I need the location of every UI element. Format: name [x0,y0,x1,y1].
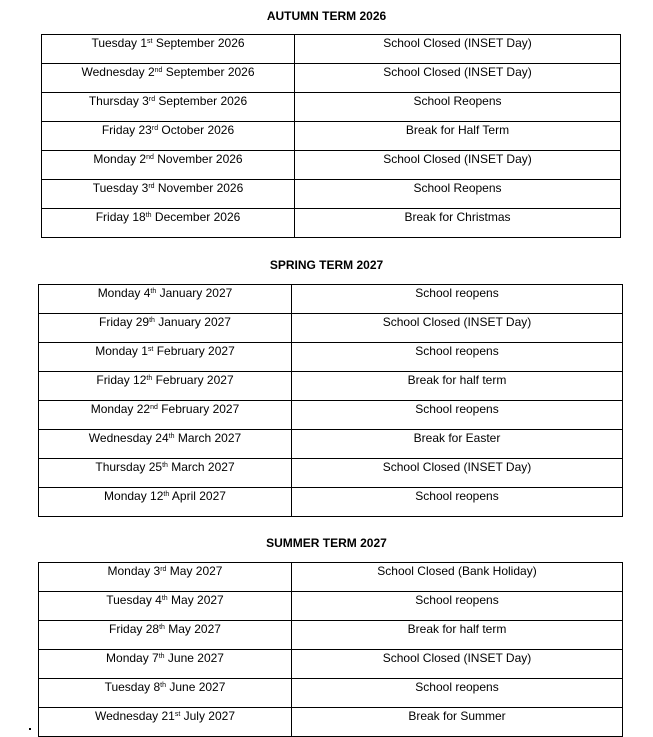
date-cell: Friday 28th May 2027 [39,621,292,650]
date-cell: Monday 7th June 2027 [39,650,292,679]
event-cell: Break for half term [292,372,623,401]
table-row [39,314,623,343]
date-cell: Tuesday 3rd November 2026 [42,180,295,209]
event-cell: School Closed (INSET Day) [295,35,621,64]
event-cell: School reopens [292,488,623,517]
date-cell: Thursday 25th March 2027 [39,459,292,488]
table-row [42,122,621,151]
table-row [39,372,623,401]
date-cell: Friday 23rd October 2026 [42,122,295,151]
table-row [39,563,623,592]
date-cell: Monday 22nd February 2027 [39,401,292,430]
date-cell: Monday 2nd November 2026 [42,151,295,180]
event-cell: Break for Easter [292,430,623,459]
date-cell: Wednesday 21st July 2027 [39,708,292,737]
event-cell: Break for half term [292,621,623,650]
event-cell: School Closed (INSET Day) [292,459,623,488]
date-cell: Monday 1st February 2027 [39,343,292,372]
summer-term-title: SUMMER TERM 2027 [266,536,387,550]
event-cell: School reopens [292,401,623,430]
table-row [39,430,623,459]
event-cell: School Closed (INSET Day) [292,314,623,343]
table-row [42,209,621,238]
event-cell: School Reopens [295,93,621,122]
spring-term-table [38,284,623,517]
table-row [39,650,623,679]
date-cell: Friday 29th January 2027 [39,314,292,343]
table-row [39,708,623,737]
date-cell: Thursday 3rd September 2026 [42,93,295,122]
date-cell: Monday 4th January 2027 [39,285,292,314]
event-cell: Break for Christmas [295,209,621,238]
date-cell: Friday 18th December 2026 [42,209,295,238]
summer-term-table [38,562,623,737]
table-row [39,621,623,650]
event-cell: Break for Half Term [295,122,621,151]
event-cell: School Closed (INSET Day) [292,650,623,679]
date-cell: Friday 12th February 2027 [39,372,292,401]
table-row [42,93,621,122]
event-cell: School reopens [292,285,623,314]
date-cell: Tuesday 8th June 2027 [39,679,292,708]
table-row [39,488,623,517]
table-row [39,679,623,708]
date-cell: Monday 12th April 2027 [39,488,292,517]
event-cell: School reopens [292,679,623,708]
event-cell: School reopens [292,343,623,372]
event-cell: Break for Summer [292,708,623,737]
table-row [39,459,623,488]
table-row [39,343,623,372]
spring-term-title: SPRING TERM 2027 [269,258,384,272]
autumn-term-table [41,34,621,238]
event-cell: School Closed (INSET Day) [295,151,621,180]
table-row [42,180,621,209]
table-row [39,285,623,314]
table-row [42,151,621,180]
table-row [42,35,621,64]
autumn-term-title: AUTUMN TERM 2026 [266,9,387,23]
date-cell: Wednesday 24th March 2027 [39,430,292,459]
table-row [39,401,623,430]
stray-mark [29,728,31,730]
date-cell: Wednesday 2nd September 2026 [42,64,295,93]
event-cell: School Closed (INSET Day) [295,64,621,93]
date-cell: Tuesday 1st September 2026 [42,35,295,64]
event-cell: School Reopens [295,180,621,209]
table-row [39,592,623,621]
date-cell: Tuesday 4th May 2027 [39,592,292,621]
event-cell: School Closed (Bank Holiday) [292,563,623,592]
table-row [42,64,621,93]
event-cell: School reopens [292,592,623,621]
date-cell: Monday 3rd May 2027 [39,563,292,592]
